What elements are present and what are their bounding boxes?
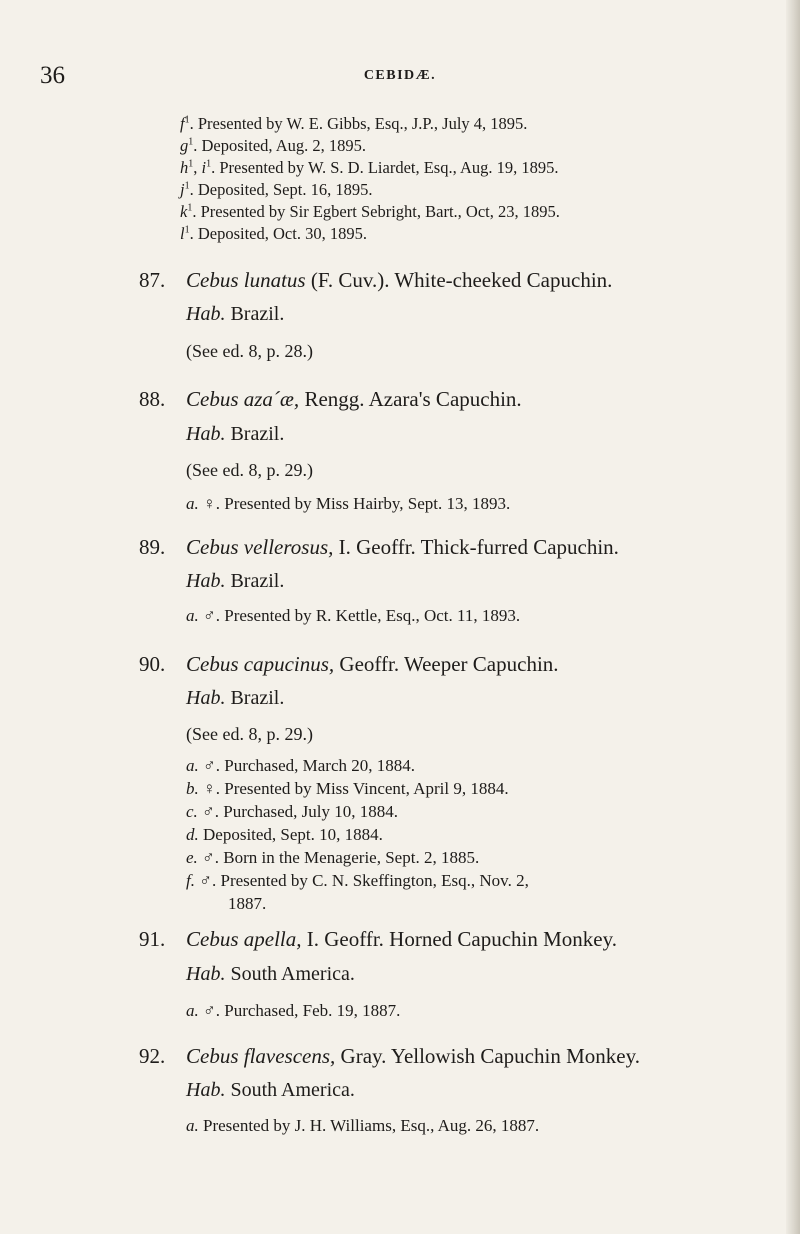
- specimen-line-continuation: 1887.: [228, 894, 267, 913]
- specimen-line: a. ♂. Purchased, March 20, 1884.: [186, 756, 415, 775]
- specimen-line: $h^1$, $i^1$. Presented by W. S. D. Liardet, Esq., Aug. 19, 1895.: [180, 158, 559, 177]
- specimen-line: f. ♂. Presented by C. N. Skeffington, Esq., Nov. 2,: [186, 871, 529, 890]
- specimen-line: b. ♀. Presented by Miss Vincent, April 9, 1884.: [186, 779, 509, 798]
- habitat: Hab. Brazil.: [186, 423, 285, 445]
- specimen-list: [186, 754, 529, 915]
- specimen-line: a. ♂. Purchased, Feb. 19, 1887.: [186, 1001, 401, 1020]
- specimen-line: a. ♂. Presented by R. Kettle, Esq., Oct. 11, 1893.: [186, 606, 521, 625]
- species-title: 92. Cebus flavescens, Gray. Yellowish Capuchin Monkey.: [139, 1044, 640, 1068]
- specimen-line: $f^1$. Presented by W. E. Gibbs, Esq., J.P., July 4, 1895.: [180, 114, 528, 133]
- page-edge: [786, 0, 800, 1234]
- specimen-line: e. ♂. Born in the Menagerie, Sept. 2, 1885.: [186, 848, 480, 867]
- specimen-line: $j^1$. Deposited, Sept. 16, 1895.: [180, 180, 373, 199]
- specimen-line: $g^1$. Deposited, Aug. 2, 1895.: [180, 136, 367, 155]
- habitat: Hab. South America.: [186, 963, 355, 985]
- running-head: CEBIDÆ.: [363, 68, 437, 83]
- see-reference: (See ed. 8, p. 29.): [186, 460, 313, 480]
- specimen-line: $k^1$. Presented by Sir Egbert Sebright, Bart., Oct, 23, 1895.: [180, 202, 560, 221]
- species-title: 91. Cebus apella, I. Geoffr. Horned Capuchin Monkey.: [139, 927, 618, 951]
- species-title: 87. Cebus lunatus (F. Cuv.). White-cheeked Capuchin.: [139, 268, 613, 292]
- specimen-line: $l^1$. Deposited, Oct. 30, 1895.: [180, 224, 367, 243]
- specimen-line: c. ♂. Purchased, July 10, 1884.: [186, 802, 399, 821]
- see-reference: (See ed. 8, p. 28.): [186, 341, 313, 361]
- species-title: 89. Cebus vellerosus, I. Geoffr. Thick-furred Capuchin.: [139, 535, 619, 559]
- specimen-line: d. Deposited, Sept. 10, 1884.: [186, 825, 383, 844]
- page-number: 36: [40, 62, 65, 89]
- habitat: Hab. Brazil.: [186, 303, 285, 325]
- specimen-line: a. ♀. Presented by Miss Hairby, Sept. 13, 1893.: [186, 494, 511, 513]
- habitat: Hab. Brazil.: [186, 570, 285, 592]
- page-header: [0, 62, 800, 92]
- habitat: Hab. Brazil.: [186, 687, 285, 709]
- continuation-list: [180, 113, 560, 245]
- habitat: Hab. South America.: [186, 1079, 355, 1101]
- species-title: 90. Cebus capucinus, Geoffr. Weeper Capuchin.: [139, 652, 559, 676]
- specimen-line: a. Presented by J. H. Williams, Esq., Aug. 26, 1887.: [186, 1116, 540, 1135]
- see-reference: (See ed. 8, p. 29.): [186, 724, 313, 744]
- species-title: 88. Cebus aza´æ, Rengg. Azara's Capuchin.: [139, 387, 522, 411]
